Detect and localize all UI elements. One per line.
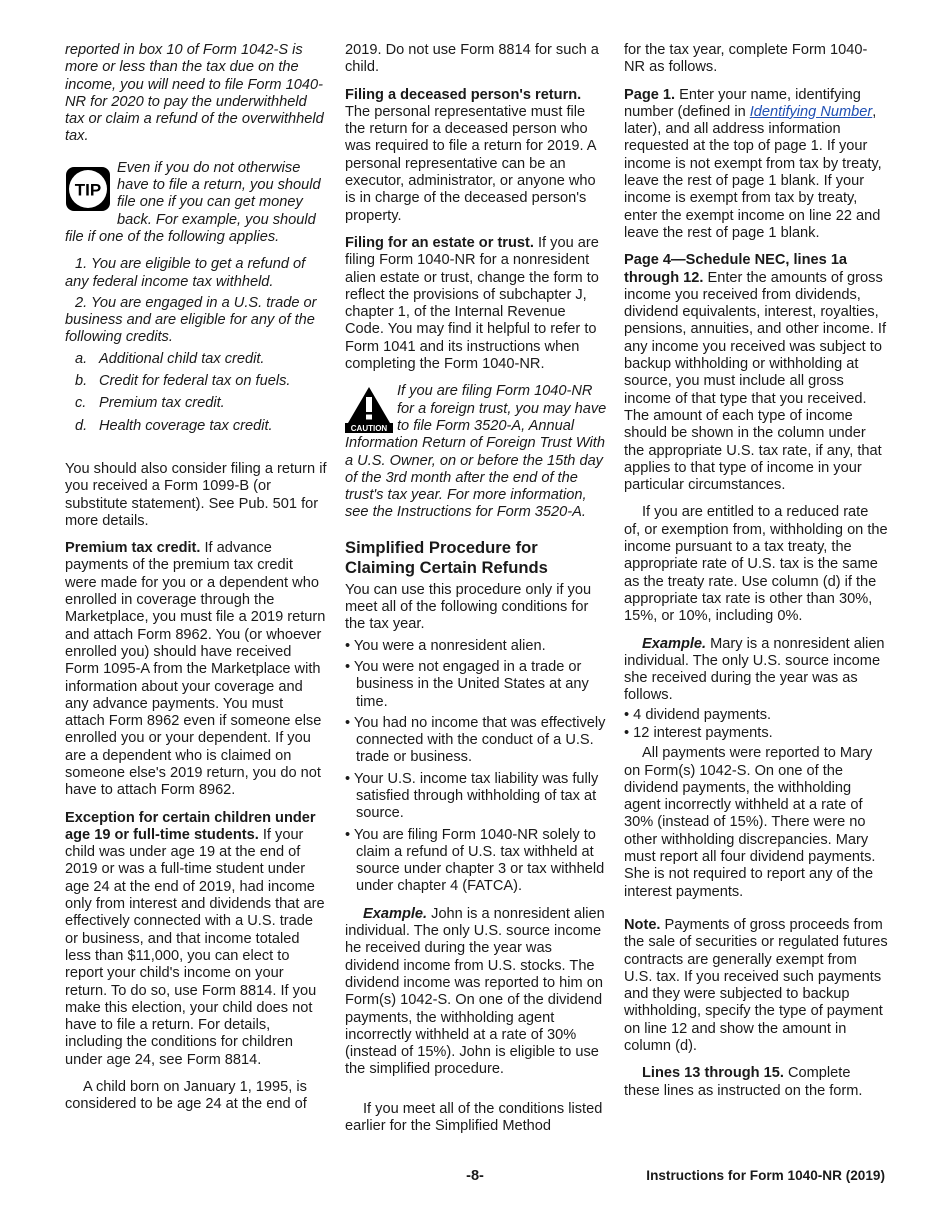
section-intro: You can use this procedure only if you meet all of the following conditions for the tax year. (345, 581, 592, 633)
condition-item: • You had no income that was effectively connected with the conduct of a U.S. trade or business. (345, 714, 606, 766)
meet-conditions-paragraph: If you meet all of the conditions listed earlier for the Simplified Method (345, 1100, 603, 1135)
condition-item: • Your U.S. income tax liability was fully satisfied through withholding of tax at source. (345, 770, 599, 822)
example-paragraph: Example. Mary is a nonresident alien individual. The only U.S. source income she received during the year was as follows. (624, 635, 885, 704)
page-number: -8- (466, 1168, 484, 1184)
credit-item: d. Health coverage tax credit. (75, 417, 273, 434)
condition-item: • You are filing Form 1040-NR solely to claim a refund of U.S. tax withheld at source under chapter 3 or tax withheld under chapter 4 (FATCA). (345, 826, 605, 895)
lines-13-15-paragraph: Lines 13 through 15. Complete these lines as instructed on the form. (624, 1065, 863, 1099)
page-4-paragraph: Page 4—Schedule NEC, lines 1a through 12. Enter the amounts of gross income you received from dividends, dividend equivalents, interest, royalties, pensions, annuities, and other income. If any income you received was subject to backup withholding or withholding at source, you must include all gross income of that type that you received. The amount of each type of income should be shown in the column under the appropriate U.S. tax rate, if any, that applies to that type of income in your particular circumstances. (624, 252, 887, 494)
document-title: Instructions for Form 1040-NR (2019) (646, 1168, 885, 1183)
condition-item: • You were a nonresident alien. (345, 637, 546, 654)
note-paragraph: Note. Payments of gross proceeds from the sale of securities or regulated futures contracts are generally exempt from U.S. tax. If you received such payments and they were subjected to backup withholding, specify the type of payment on line 12 and show the amount in column (d). (624, 916, 888, 1055)
payment-item: • 12 interest payments. (624, 724, 773, 741)
premium-tax-credit-paragraph: Premium tax credit. If advance payments of the premium tax credit were made for you or a dependent who enrolled in coverage through the Marketplace, you must file a 2019 return and attach Form 8962. You (or whoever enrolled you) should have received Form 1095-A from the Marketplace with information about your coverage and any advance payments. You must attach Form 8962 even if someone else enrolled you or your dependent. If you are a dependent who is claimed on someone else's 2019 return, you do not have to attach Form 8962. (65, 540, 326, 799)
example-paragraph: Example. John is a nonresident alien individual. The only U.S. source income he received during the year was dividend income from U.S. stocks. The dividend income was reported to him on Form(s) 1042-S. On one of the dividend payments, the withholding agent incorrectly withheld at a rate of 30% (instead of 15%). John is eligible to use the simplified procedure. (345, 905, 605, 1078)
page-1-paragraph: Page 1. Enter your name, identifying number (defined in Identifying Number, later), and all address information requested at the top of page 1. If your income is not exempt from tax by treaty, leave the rest of page 1 blank. If your income is exempt from tax by treaty, enter the exempt income on line 22 and leave the rest of page 1 blank. (624, 86, 882, 241)
condition-item: • You were not engaged in a trade or business in the United States at any time. (345, 658, 589, 710)
svg-text:CAUTION: CAUTION (350, 424, 388, 434)
credit-item: c. Premium tax credit. (75, 395, 225, 412)
continued-paragraph: for the tax year, complete Form 1040-NR as follows. (624, 42, 868, 76)
credit-item: b. Credit for federal tax on fuels. (75, 373, 291, 390)
conditions-list (345, 638, 607, 896)
intro-paragraph: reported in box 10 of Form 1042-S is more or less than the tax due on the income, you will need to file Form 1040-NR for 2020 to pay the underwithheld tax or claim a refund of the overwithheld tax. (65, 42, 324, 145)
column-2 (345, 42, 607, 1145)
deceased-paragraph: Filing a deceased person's return. The personal representative must file the return for a deceased person who was required to file a return for 2019. A personal representative can be an executor, administrator, or anyone who is in charge of the deceased person's property. (345, 86, 596, 224)
all-payments-paragraph: All payments were reported to Mary on Form(s) 1042-S. On one of the dividend payments, the withholding agent incorrectly withheld at a rate of 30% (instead of 15%). There were no other withholding discrepancies. Mary must report all four dividend payments. She is not required to report any of the interest payments. (624, 745, 876, 900)
caution-text: If you are filing Form 1040-NR for a foreign trust, you may have to file Form 3520-A, Annual Information Return of Foreign Trust With a U.S. Owner, on or before the 15th day of the 3rd month after the end of the trust's tax year. For more information, see the Instructions for Form 3520-A. (345, 383, 607, 521)
continued-paragraph: 2019. Do not use Form 8814 for such a child. (345, 42, 599, 76)
section-title: Simplified Procedure for Claiming Certain Refunds (345, 537, 548, 577)
estate-trust-paragraph: Filing for an estate or trust. If you are filing Form 1040-NR for a nonresident alien estate or trust, change the form to reflect the provisions of subchapter J, chapter 1, of the Internal Revenue Code. You may find it helpful to refer to Form 1041 and its instructions when completing the Form 1040-NR. (345, 234, 599, 373)
child-born-paragraph: A child born on January 1, 1995, is considered to be age 24 at the end of (65, 1079, 307, 1113)
credit-item: a. Additional child tax credit. (75, 350, 265, 367)
caution-icon (345, 385, 393, 433)
exception-paragraph: Exception for certain children under age 19 or full-time students. If your child was under age 19 at the end of 2019 or was a full-time student under age 24 at the end of 2019, had income only from interest and dividends that are effectively connected with a U.S. trade or business, and that income totaled less than $11,000, you can elect to report your child's income on your return. To do so, use Form 8814. If you make this election, your child does not have to file a return. For details, including the conditions for children under age 24, see Form 8814. (65, 809, 325, 1068)
caution-box (345, 383, 607, 521)
reduced-rate-paragraph: If you are entitled to a reduced rate of, or exemption from, withholding on the income pursuant to a tax treaty, the appropriate rate of U.S. tax is the same as the treaty rate. Use column (d) if the appropriate tax rate is other than 30%, 15%, or 10%, including 0%. (624, 504, 888, 625)
column-3 (624, 42, 888, 1110)
tip-icon (65, 166, 111, 212)
column-1 (65, 42, 327, 1124)
identifying-number-link[interactable]: Identifying Number (749, 103, 873, 120)
list-item-2: 2. You are engaged in a U.S. trade or business and are eligible for any of the following credits. (65, 294, 317, 346)
payment-item: • 4 dividend payments. (624, 706, 772, 723)
consider-paragraph: You should also consider filing a return if you received a Form 1099-B (or substitute statement). See Pub. 501 for more details. (65, 460, 327, 529)
payments-list (624, 707, 888, 743)
credits-list (65, 351, 327, 435)
list-item-1: 1. You are eligible to get a refund of any federal income tax withheld. (65, 256, 306, 290)
tip-text: Even if you do not otherwise have to file a return, you should file one if you can get money back. For example, you should file if one of the following applies. (65, 159, 321, 245)
svg-text:TIP: TIP (74, 180, 102, 200)
tip-box (65, 160, 327, 246)
